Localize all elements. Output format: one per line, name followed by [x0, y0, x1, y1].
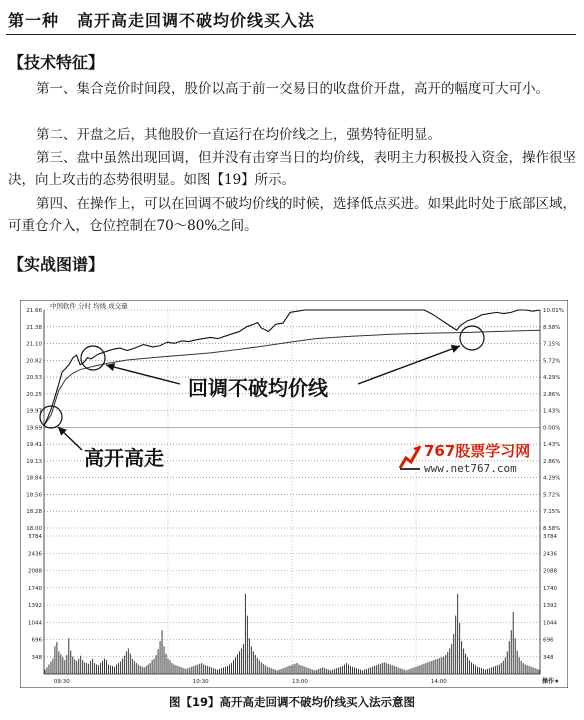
volume-tick-label: 2436: [28, 551, 42, 558]
pct-tick-label: 7.15%: [543, 341, 561, 348]
pct-tick-label: 10.01%: [543, 308, 564, 314]
figure-caption: 图【19】高开高走回调不破均价线买入法示意图: [168, 695, 415, 709]
chart-header-label: 中国软件 分时 均线 成交量: [50, 302, 128, 310]
volume-tick-label-right: 3784: [543, 534, 557, 540]
price-tick-label: 19.69: [26, 425, 42, 432]
pct-tick-label: 7.15%: [543, 509, 561, 516]
volume-tick-label-right: 348: [543, 654, 554, 661]
paragraph-1: 第一、集合竞价时间段，股价以高于前一交易日的收盘价开盘，高开的幅度可大可小。: [36, 81, 549, 97]
price-tick-label: 20.82: [26, 358, 42, 365]
title-text: 高开高走回调不破均价线买入法: [77, 11, 316, 30]
pct-tick-label: 2.86%: [543, 458, 561, 465]
volume-tick-label: 696: [31, 637, 42, 644]
pct-tick-label: 2.86%: [543, 391, 561, 398]
pct-tick-label: 5.72%: [543, 492, 561, 499]
pct-tick-label: 8.58%: [543, 526, 561, 532]
watermark-title: 767股票学习网: [424, 442, 531, 460]
volume-tick-label-right: 1740: [543, 585, 557, 592]
paragraph-2: 第二、开盘之后，其他股价一直运行在均价线之上，强势特征明显。: [36, 127, 441, 143]
volume-tick-label-right: 696: [543, 637, 554, 644]
watermark: [398, 440, 561, 482]
volume-tick-label: 1740: [28, 585, 42, 592]
intraday-chart: [20, 300, 568, 688]
watermark-url: www.net767.com: [424, 462, 517, 475]
price-tick-label: 19.13: [26, 458, 42, 465]
price-tick-label: 19.97: [26, 408, 42, 415]
price-tick-label: 18.84: [26, 475, 42, 482]
callout-pullback: 回调不破均价线: [188, 376, 328, 400]
time-tick-label: 13:00: [292, 679, 308, 685]
title-rule: [6, 34, 576, 35]
volume-tick-label: 1044: [28, 620, 42, 627]
volume-tick-label-right: 1392: [543, 603, 557, 609]
corner-label: 操作★: [542, 678, 560, 685]
callout-gap-up: 高开高走: [84, 446, 164, 470]
volume-tick-label-right: 2088: [543, 568, 557, 575]
price-tick-label: 18.28: [26, 509, 42, 516]
price-tick-label: 21.66: [26, 308, 42, 314]
price-tick-label: 18.00: [26, 526, 42, 532]
pct-tick-label: 1.43%: [543, 442, 561, 449]
pct-tick-label: 4.29%: [543, 475, 561, 482]
volume-tick-label: 1392: [28, 603, 42, 609]
pct-tick-label: 1.43%: [543, 408, 561, 415]
title-number: 第一种: [8, 11, 60, 30]
section-heading-chart: 【实战图谱】: [8, 255, 105, 274]
watermark-logo-icon: [398, 442, 422, 472]
volume-tick-label: 3784: [28, 534, 42, 540]
volume-tick-label: 2088: [28, 568, 42, 575]
time-tick-label: 10:30: [192, 679, 209, 685]
volume-tick-label-right: 2436: [543, 551, 557, 558]
paragraph-3: 第三、盘中虽然出现回调，但并没有击穿当日的均价线，表明主力积极投入资金，操作很坚决，向上攻击的态势很明显。如图【19】所示。: [8, 150, 576, 188]
price-tick-label: 19.41: [26, 442, 42, 449]
price-tick-label: 21.38: [26, 324, 42, 331]
price-tick-label: 20.25: [26, 391, 42, 398]
time-tick-label: 09:30: [53, 679, 70, 685]
page-title: [8, 8, 576, 32]
volume-tick-label-right: 1044: [543, 620, 557, 627]
section-heading-features: 【技术特征】: [8, 53, 105, 72]
pct-tick-label: 5.72%: [543, 358, 561, 365]
paragraph-4: 第四、在操作上，可以在回调不破均价线的时候，选择低点买进。如果此时处于底部区域，可重仓介入，仓位控制在70～80%之间。: [8, 196, 576, 234]
intraday-chart-svg: [20, 300, 568, 688]
time-tick-label: 14:00: [430, 679, 447, 685]
pct-tick-label: 4.29%: [543, 375, 561, 382]
price-tick-label: 21.10: [26, 341, 42, 348]
pct-tick-label: 8.58%: [543, 324, 561, 331]
price-tick-label: 20.53: [26, 375, 42, 382]
volume-tick-label: 348: [31, 654, 42, 661]
pct-tick-label: 0.00%: [543, 425, 561, 432]
price-tick-label: 18.56: [26, 492, 42, 499]
